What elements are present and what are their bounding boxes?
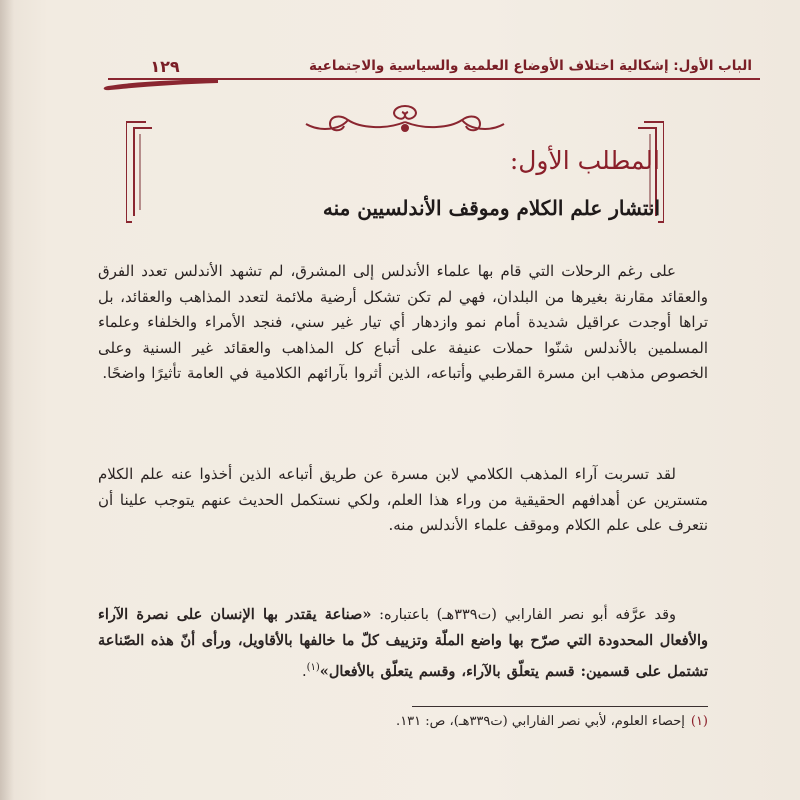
page-number: ١٢٩ — [150, 57, 180, 76]
footnote — [250, 714, 708, 729]
body-paragraph-2: لقد تسربت آراء المذهب الكلامي لابن مسرة عن طريق أتباعه الذين أخذوا عنه علم الكلام متسترين عن أهدافهم الحقيقية من وراء هذا العلم، ولكي نستكمل الحديث عنهم يتوجب علينا أن نتعرف على علم الكلام وموقف علماء الأندلس منه. — [98, 465, 708, 534]
footnote-number: (١) — [690, 714, 708, 729]
section-title: المطلب الأول: — [509, 146, 660, 175]
page-gutter-shadow — [0, 0, 14, 800]
running-header-title: الباب الأول: إشكالية اختلاف الأوضاع العلمية والسياسية والاجتماعية — [308, 58, 752, 74]
footnote-separator — [412, 706, 708, 707]
farabi-quote: «صناعة يقتدر بها الإنسان على نصرة الآراء والأفعال المحدودة التي صرّح بها واضع الملّة وتزييف كلّ ما خالفها بالأقاويل، ورأى أنّ هذه الصّناعة تشتمل على قسمين: قسم يتعلّق بالآراء، وقسم يتعلّق بالأفعال» — [98, 605, 708, 680]
paragraph-3-intro: وقد عرَّفه أبو نصر الفارابي (ت٣٣٩هـ) باعتباره: — [371, 606, 677, 623]
section-subtitle: انتشار علم الكلام وموقف الأندلسيين منه — [322, 196, 660, 220]
footnote-text: إحصاء العلوم، لأبي نصر الفارابي (ت٣٣٩هـ)، ص: ١٣١. — [396, 714, 685, 729]
header-swash-ornament — [100, 78, 220, 98]
footnote-reference[interactable]: (١) — [306, 661, 320, 673]
body-paragraph-1: على رغم الرحلات التي قام بها علماء الأندلس إلى المشرق، لم تشهد الأندلس تعدد الفرق والعقائد مقارنة بغيرها من البلدان، فهي لم تكن تشكل أرضية ملائمة لتعدد المذاهب والعقائد، بل تراها أوجدت عراقيل شديدة أمام نمو وازدهار أي تيار غير سني، فنجد الأمراء والخلفاء وعلماء المسلمين بالأندلس شنّوا حملات عنيفة على أتباع كل المذاهب والعقائد غير السنية وعلى الخصوص مذهب ابن مسرة القرطبي وأتباعه، الذين أثروا بآرائهم الكلامية في العامة تأثيرًا واضحًا. — [98, 262, 708, 382]
body-paragraph-3 — [98, 602, 708, 685]
paragraph-3-end: . — [302, 663, 307, 680]
